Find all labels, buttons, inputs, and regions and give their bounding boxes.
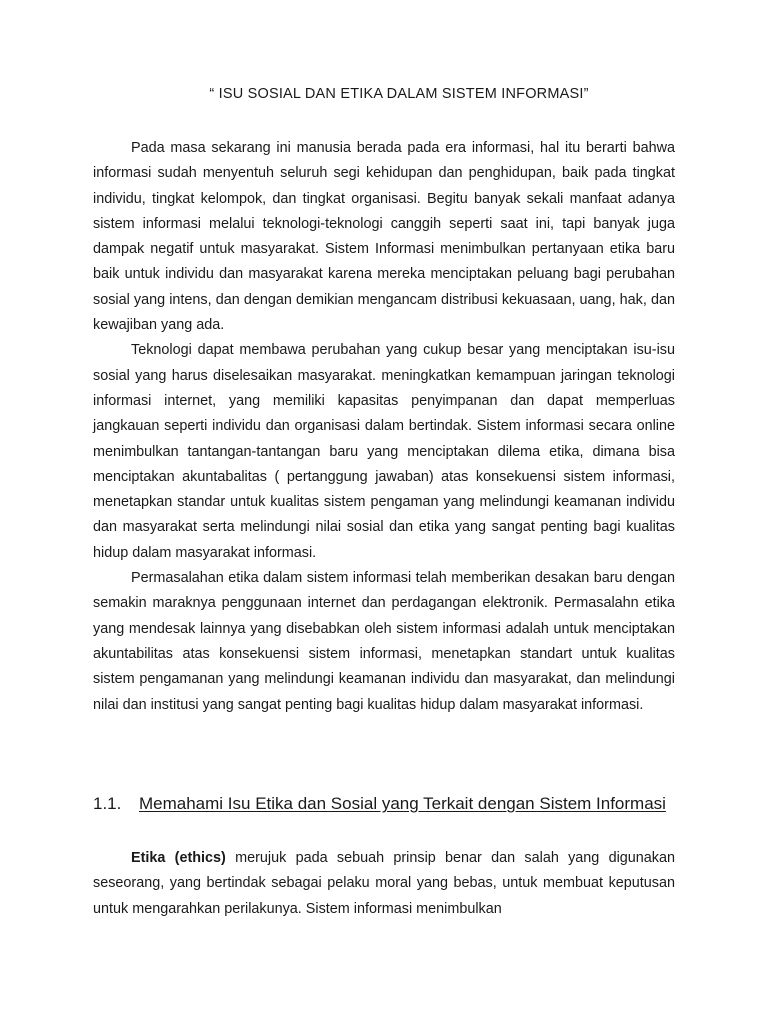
bold-term: Etika (ethics) xyxy=(131,850,226,866)
section-title: Memahami Isu Etika dan Sosial yang Terkait dengan Sistem Informasi xyxy=(139,794,666,813)
paragraph-3: Permasalahan etika dalam sistem informasi telah memberikan desakan baru dengan semakin maraknya penggunaan internet dan perdagangan elektronik. Permasalahn etika yang mendesak lainnya yang disebabkan oleh sistem informasi adalah untuk menciptakan akuntabilitas atas konsekuensi sistem informasi, menetapkan standart untuk kualitas sistem pengamanan yang melindungi keamanan individu dan masyarakat, dan melindungi nilai dan institusi yang sangat penting bagi kualitas hidup dalam masyarakat informasi. xyxy=(93,570,675,713)
document-title: “ ISU SOSIAL DAN ETIKA DALAM SISTEM INFORMASI” xyxy=(209,86,589,102)
document-body xyxy=(93,136,675,718)
section-number: 1.1. xyxy=(93,794,122,813)
section-paragraph-text: merujuk pada sebuah prinsip benar dan salah yang digunakan seseorang, yang bertindak sebagai pelaku moral yang bebas, untuk membuat keputusan untuk mengarahkan perilakunya. Sistem informasi menimbulkan xyxy=(93,850,676,917)
paragraph-1: Pada masa sekarang ini manusia berada pada era informasi, hal itu berarti bahwa informasi sudah menyentuh seluruh segi kehidupan dan penghidupan, baik pada tingkat individu, tingkat kelompok, dan tingkat organisasi. Begitu banyak sekali manfaat adanya sistem informasi melalui teknologi-teknologi canggih seperti saat ini, tapi banyak juga dampak negatif untuk masyarakat. Sistem Informasi menimbulkan pertanyaan etika baru baik untuk individu dan masyarakat karena mereka menciptakan peluang bagi perubahan sosial yang intens, dan dengan demikian mengancam distribusi kekuasaan, uang, hak, dan kewajiban yang ada. xyxy=(93,140,675,334)
section-body xyxy=(93,846,675,922)
section-heading xyxy=(93,790,675,818)
section-paragraph xyxy=(93,846,675,922)
paragraph-2: Teknologi dapat membawa perubahan yang cukup besar yang menciptakan isu-isu sosial yang harus diselesaikan masyarakat. meningkatkan kemampuan jaringan teknologi informasi internet, yang memiliki kapasitas penyimpanan dan dapat memperluas jangkauan seperti individu dan organisasi dalam bertindak. Sistem informasi secara online menimbulkan tantangan-tantangan baru yang menciptakan dilema etika, dimana bisa menciptakan akuntabalitas ( pertanggung jawaban) atas konsekuensi sistem informasi, menetapkan standar untuk kualitas sistem pengaman yang melindungi keamanan individu dan masyarakat serta melindungi nilai sosial dan etika yang sangat penting bagi kualitas hidup dalam masyarakat informasi. xyxy=(93,342,675,561)
